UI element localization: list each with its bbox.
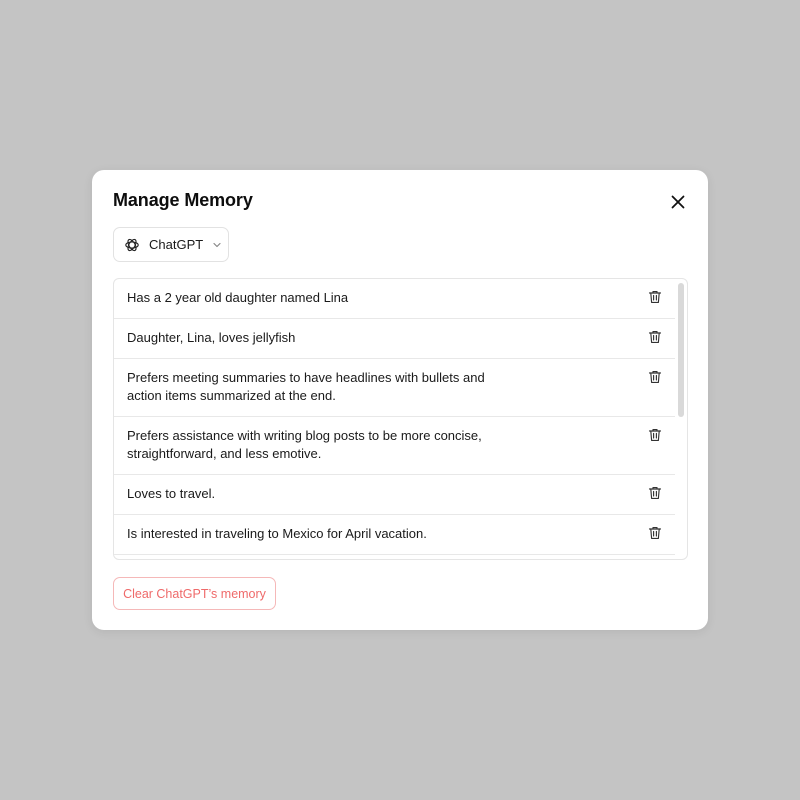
trash-icon[interactable]: [647, 525, 663, 541]
chevron-down-icon: [212, 240, 222, 250]
memory-text: Loves to travel.: [127, 486, 216, 501]
close-icon: [668, 192, 688, 212]
trash-icon[interactable]: [647, 369, 663, 385]
close-button[interactable]: [668, 192, 688, 212]
model-selector[interactable]: [113, 227, 229, 262]
scrollbar[interactable]: [678, 283, 684, 417]
model-label: ChatGPT: [149, 237, 204, 252]
trash-icon[interactable]: [647, 485, 663, 501]
memory-item: [114, 417, 675, 475]
memory-item: [114, 319, 675, 359]
memory-item: [114, 515, 675, 555]
memory-list[interactable]: [113, 278, 688, 560]
trash-icon[interactable]: [647, 329, 663, 345]
memory-text: Daughter, Lina, loves jellyfish: [127, 330, 296, 345]
dialog-title: Manage Memory: [113, 190, 253, 210]
memory-text: Prefers assistance with writing blog posts to be more concise, straightforward, and less emotive.: [127, 428, 482, 461]
trash-icon[interactable]: [647, 289, 663, 305]
memory-list-inner: [114, 279, 675, 560]
memory-item: [114, 279, 675, 319]
memory-item: [114, 359, 675, 417]
memory-item: [114, 555, 675, 560]
manage-memory-dialog: [92, 170, 708, 630]
memory-text: Is interested in traveling to Mexico for April vacation.: [127, 526, 427, 541]
memory-text: Has a 2 year old daughter named Lina: [127, 290, 349, 305]
clear-memory-button[interactable]: Clear ChatGPT’s memory: [113, 577, 276, 610]
openai-logo-icon: [124, 237, 140, 253]
memory-item: [114, 475, 675, 515]
memory-text: Prefers meeting summaries to have headlines with bullets and action items summarized at the end.: [127, 370, 485, 403]
trash-icon[interactable]: [647, 427, 663, 443]
